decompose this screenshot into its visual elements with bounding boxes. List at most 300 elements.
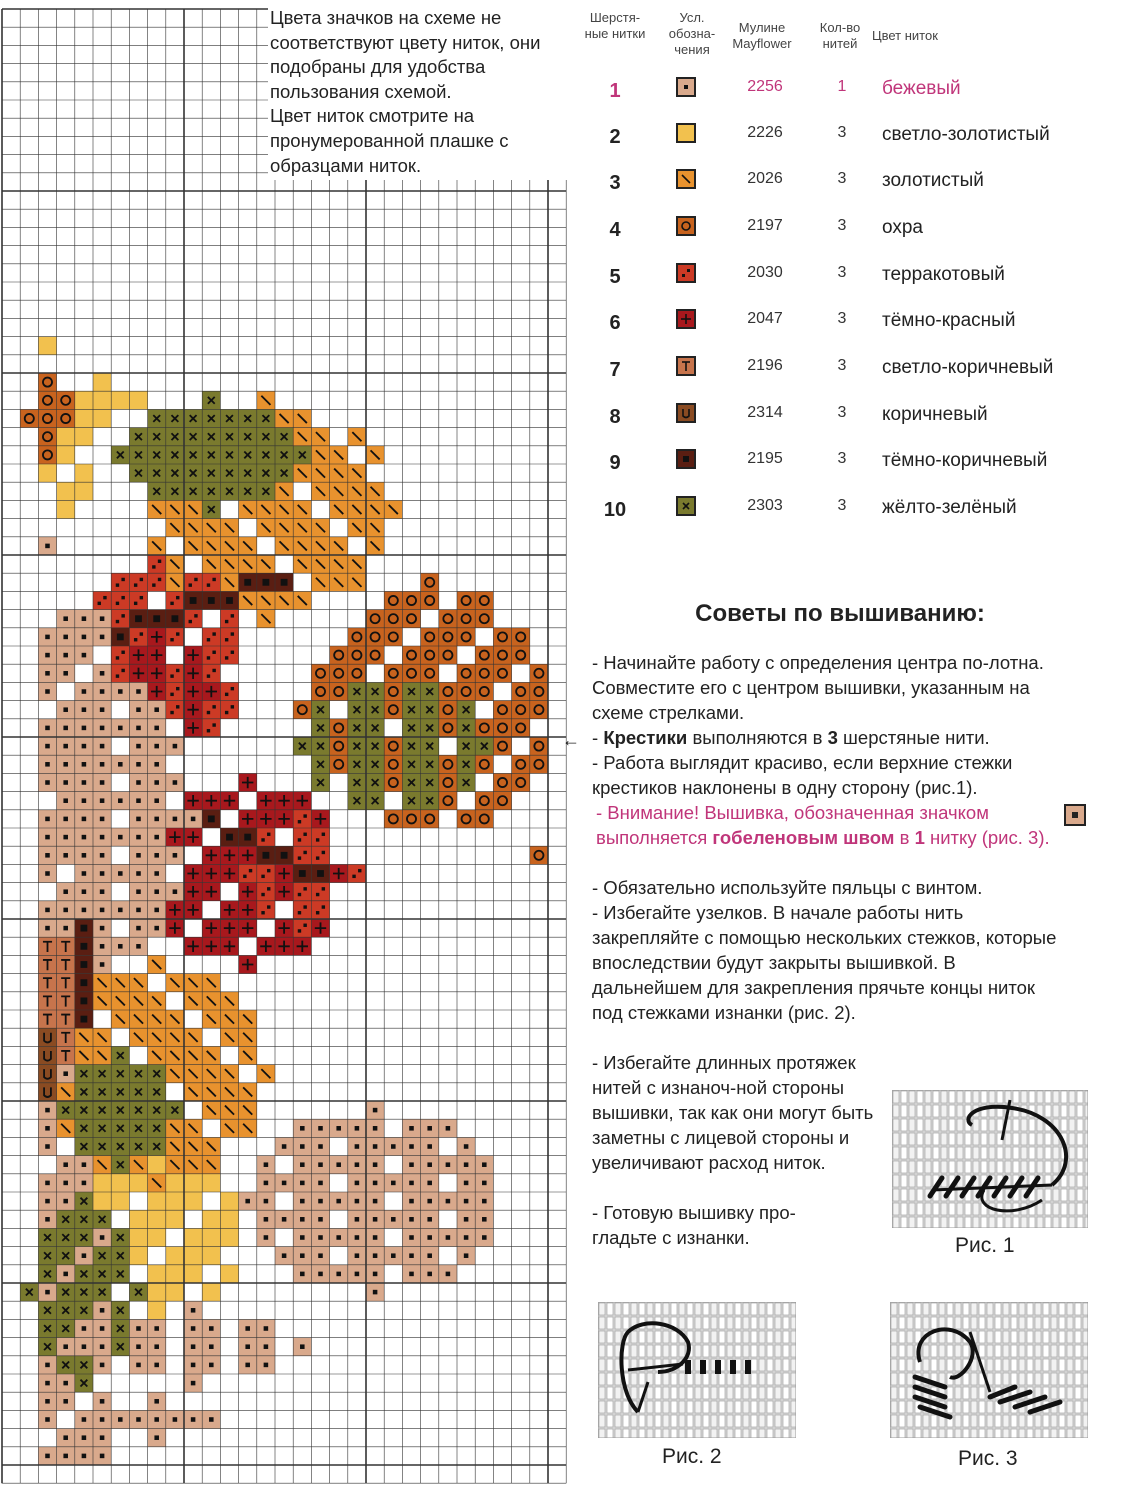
- stitch-cell: [184, 1338, 202, 1356]
- stitch-cell: [439, 610, 457, 628]
- stitch-cell: [111, 1083, 129, 1101]
- stitch-cell: [202, 664, 220, 682]
- legend-number: 10: [603, 499, 627, 521]
- stitch-cell: [421, 682, 439, 700]
- stitch-cell: [93, 409, 111, 427]
- stitch-cell: [38, 846, 56, 864]
- legend-symbol-icon: [676, 496, 696, 516]
- stitch-cell: [202, 937, 220, 955]
- stitch-cell: [93, 737, 111, 755]
- stitch-cell: [275, 1210, 293, 1228]
- stitch-cell: [421, 737, 439, 755]
- stitch-cell: [220, 992, 238, 1010]
- stitch-cell: [220, 919, 238, 937]
- stitch-cell: [148, 482, 166, 500]
- stitch-cell: [202, 555, 220, 573]
- stitch-cell: [293, 901, 311, 919]
- stitch-cell: [57, 828, 75, 846]
- stitch-cell: [330, 446, 348, 464]
- stitch-cell: [202, 591, 220, 609]
- stitch-cell: [202, 573, 220, 591]
- stitch-cell: [93, 1410, 111, 1428]
- stitch-cell: [220, 555, 238, 573]
- stitch-cell: [148, 1210, 166, 1228]
- stitch-cell: [348, 646, 366, 664]
- legend-qty: 3: [837, 217, 847, 234]
- stitch-cell: [220, 1119, 238, 1137]
- stitch-cell: [402, 682, 420, 700]
- stitch-cell: [275, 1174, 293, 1192]
- stitch-cell: [184, 992, 202, 1010]
- stitch-cell: [475, 682, 493, 700]
- stitch-cell: [129, 1283, 147, 1301]
- stitch-cell: [311, 1210, 329, 1228]
- stitch-cell: [293, 1137, 311, 1155]
- tip-crosses: - Крестики выполняются в 3 шерстяные нити.: [592, 727, 990, 748]
- stitch-cell: [148, 646, 166, 664]
- stitch-cell: [239, 1356, 257, 1374]
- stitch-cell: [129, 1410, 147, 1428]
- stitch-cell: [257, 1192, 275, 1210]
- stitch-cell: [111, 628, 129, 646]
- stitch-cell: [384, 773, 402, 791]
- stitch-cell: [129, 1010, 147, 1028]
- tip-attention: - Внимание! Вышивка, обозначенная значком выполняется гобеленовым швом в 1 нитку (рис. 3).: [596, 802, 1050, 848]
- stitch-cell: [93, 992, 111, 1010]
- stitch-cell: [57, 737, 75, 755]
- stitch-cell: [384, 628, 402, 646]
- stitch-cell: [129, 1137, 147, 1155]
- stitch-cell: [129, 864, 147, 882]
- stitch-cell: [184, 519, 202, 537]
- figure-2-caption: Рис. 2: [662, 1445, 722, 1468]
- stitch-cell: [239, 1319, 257, 1337]
- stitch-cell: [57, 391, 75, 409]
- tips-title: Советы по вышиванию:: [695, 600, 985, 627]
- stitch-cell: [93, 719, 111, 737]
- legend-row: [590, 211, 1110, 251]
- stitch-cell: [220, 464, 238, 482]
- stitch-cell: [38, 1174, 56, 1192]
- legend-number: 6: [609, 312, 621, 334]
- stitch-cell: [129, 1156, 147, 1174]
- legend-color-name: тёмно-коричневый: [882, 450, 1048, 471]
- stitch-cell: [93, 1429, 111, 1447]
- legend-color-name: охра: [882, 217, 923, 238]
- stitch-cell: [57, 1046, 75, 1064]
- stitch-cell: [275, 428, 293, 446]
- stitch-cell: [57, 1065, 75, 1083]
- stitch-cell: [129, 446, 147, 464]
- stitch-cell: [311, 719, 329, 737]
- stitch-cell: [330, 755, 348, 773]
- stitch-cell: [93, 664, 111, 682]
- stitch-cell: [239, 1338, 257, 1356]
- center-arrow-icon: ←: [562, 730, 580, 750]
- stitch-cell: [38, 464, 56, 482]
- stitch-cell: [439, 701, 457, 719]
- stitch-cell: [148, 1046, 166, 1064]
- stitch-cell: [257, 901, 275, 919]
- stitch-cell: [220, 428, 238, 446]
- legend-row: [590, 304, 1110, 344]
- stitch-cell: [184, 1083, 202, 1101]
- stitch-cell: [38, 1301, 56, 1319]
- stitch-cell: [38, 1119, 56, 1137]
- stitch-cell: [75, 992, 93, 1010]
- legend-symbol-icon: [676, 123, 696, 143]
- note-line-2: Цвет ниток смотрите на пронумерованной плашке с образцами ниток.: [270, 105, 509, 176]
- stitch-cell: [220, 573, 238, 591]
- stitch-cell: [275, 537, 293, 555]
- legend-row: [590, 164, 1110, 204]
- stitch-cell: [457, 719, 475, 737]
- legend-color-name: золотистый: [882, 170, 984, 191]
- stitch-cell: [384, 500, 402, 518]
- stitch-cell: [239, 1101, 257, 1119]
- stitch-cell: [348, 792, 366, 810]
- stitch-cell: [93, 1247, 111, 1265]
- stitch-cell: [421, 646, 439, 664]
- stitch-cell: [239, 464, 257, 482]
- stitch-cell: [93, 610, 111, 628]
- stitch-cell: [366, 1137, 384, 1155]
- stitch-cell: [148, 464, 166, 482]
- stitch-cell: [148, 737, 166, 755]
- stitch-cell: [111, 1137, 129, 1155]
- stitch-cell: [166, 828, 184, 846]
- stitch-cell: [275, 591, 293, 609]
- stitch-cell: [220, 846, 238, 864]
- stitch-cell: [166, 1010, 184, 1028]
- stitch-cell: [220, 682, 238, 700]
- stitch-cell: [184, 901, 202, 919]
- stitch-cell: [129, 919, 147, 937]
- stitch-cell: [166, 1174, 184, 1192]
- stitch-cell: [311, 846, 329, 864]
- stitch-cell: [129, 610, 147, 628]
- stitch-cell: [330, 719, 348, 737]
- stitch-cell: [366, 1210, 384, 1228]
- stitch-cell: [457, 810, 475, 828]
- stitch-cell: [38, 537, 56, 555]
- stitch-cell: [93, 1065, 111, 1083]
- legend-color-name: коричневый: [882, 404, 988, 425]
- stitch-cell: [148, 1265, 166, 1283]
- stitch-cell: [93, 1119, 111, 1137]
- stitch-cell: [111, 682, 129, 700]
- stitch-cell: [75, 1028, 93, 1046]
- stitch-cell: [330, 482, 348, 500]
- stitch-cell: [366, 1283, 384, 1301]
- stitch-cell: [384, 591, 402, 609]
- stitch-cell: [75, 1338, 93, 1356]
- stitch-cell: [93, 1338, 111, 1356]
- stitch-cell: [166, 555, 184, 573]
- stitch-cell: [166, 1046, 184, 1064]
- stitch-cell: [148, 883, 166, 901]
- stitch-cell: [311, 664, 329, 682]
- stitch-cell: [293, 937, 311, 955]
- stitch-cell: [493, 628, 511, 646]
- stitch-cell: [129, 1028, 147, 1046]
- stitch-cell: [166, 701, 184, 719]
- legend-number: 9: [609, 452, 621, 474]
- stitch-cell: [75, 773, 93, 791]
- stitch-cell: [384, 664, 402, 682]
- stitch-cell: [93, 846, 111, 864]
- stitch-cell: [38, 1210, 56, 1228]
- stitch-cell: [348, 773, 366, 791]
- stitch-cell: [366, 646, 384, 664]
- legend-qty: 3: [837, 310, 847, 327]
- stitch-cell: [530, 682, 548, 700]
- stitch-cell: [148, 992, 166, 1010]
- stitch-cell: [293, 1156, 311, 1174]
- stitch-cell: [57, 1210, 75, 1228]
- stitch-cell: [202, 500, 220, 518]
- legend-header-mouline: Мулине Mayflower: [732, 20, 792, 51]
- stitch-cell: [202, 682, 220, 700]
- stitch-cell: [330, 737, 348, 755]
- stitch-cell: [530, 664, 548, 682]
- stitch-cell: [202, 537, 220, 555]
- legend-number: 4: [609, 219, 621, 241]
- stitch-cell: [38, 864, 56, 882]
- stitch-cell: [348, 701, 366, 719]
- legend-symbol-icon: [676, 77, 696, 97]
- stitch-cell: [311, 446, 329, 464]
- stitch-cell: [439, 646, 457, 664]
- stitch-cell: [202, 719, 220, 737]
- stitch-cell: [257, 391, 275, 409]
- stitch-cell: [148, 1319, 166, 1337]
- stitch-cell: [293, 519, 311, 537]
- stitch-cell: [257, 591, 275, 609]
- stitch-cell: [184, 1228, 202, 1246]
- stitch-cell: [93, 955, 111, 973]
- stitch-cell: [348, 1210, 366, 1228]
- stitch-cell: [257, 1228, 275, 1246]
- stitch-cell: [402, 1265, 420, 1283]
- stitch-cell: [457, 628, 475, 646]
- legend-row: [590, 444, 1110, 484]
- stitch-cell: [402, 755, 420, 773]
- stitch-cell: [129, 937, 147, 955]
- stitch-cell: [148, 846, 166, 864]
- stitch-cell: [75, 810, 93, 828]
- stitch-cell: [239, 573, 257, 591]
- legend-row: [590, 72, 1110, 112]
- stitch-cell: [330, 646, 348, 664]
- stitch-cell: [184, 1046, 202, 1064]
- stitch-cell: [421, 1174, 439, 1192]
- stitch-cell: [293, 701, 311, 719]
- stitch-cell: [275, 409, 293, 427]
- stitch-cell: [348, 737, 366, 755]
- tip-back-threads: - Избегайте длинных протяжек нитей с изнаноч-ной стороны вышивки, так как они могут быть заметны с лицевой стороны и увеличивают расход ниток.: [592, 1052, 874, 1173]
- stitch-cell: [166, 500, 184, 518]
- legend-header-qty: Кол-во нитей: [819, 20, 861, 51]
- legend-number: 8: [609, 406, 621, 428]
- legend-qty: 3: [837, 404, 847, 421]
- stitch-cell: [93, 1210, 111, 1228]
- stitch-cell: [421, 1119, 439, 1137]
- stitch-cell: [239, 1046, 257, 1064]
- stitch-cell: [366, 482, 384, 500]
- stitch-cell: [293, 409, 311, 427]
- stitch-cell: [57, 1301, 75, 1319]
- stitch-cell: [348, 682, 366, 700]
- stitch-cell: [75, 1046, 93, 1064]
- stitch-cell: [166, 464, 184, 482]
- stitch-cell: [38, 1228, 56, 1246]
- stitch-cell: [75, 719, 93, 737]
- stitch-cell: [402, 610, 420, 628]
- stitch-cell: [184, 974, 202, 992]
- stitch-cell: [239, 864, 257, 882]
- stitch-cell: [330, 1265, 348, 1283]
- stitch-cell: [93, 1046, 111, 1064]
- stitch-cell: [275, 1137, 293, 1155]
- stitch-cell: [220, 1210, 238, 1228]
- stitch-cell: [348, 719, 366, 737]
- legend-row: [590, 491, 1110, 531]
- stitch-cell: [402, 1210, 420, 1228]
- stitch-cell: [129, 901, 147, 919]
- stitch-cell: [402, 792, 420, 810]
- stitch-cell: [166, 1101, 184, 1119]
- stitch-cell: [129, 755, 147, 773]
- stitch-cell: [202, 1046, 220, 1064]
- stitch-cell: [111, 573, 129, 591]
- stitch-cell: [38, 1247, 56, 1265]
- stitch-cell: [148, 1174, 166, 1192]
- stitch-cell: [148, 1429, 166, 1447]
- stitch-cell: [57, 1228, 75, 1246]
- stitch-cell: [166, 1156, 184, 1174]
- stitch-cell: [220, 901, 238, 919]
- stitch-cell: [184, 1174, 202, 1192]
- stitch-cell: [148, 555, 166, 573]
- stitch-cell: [184, 1119, 202, 1137]
- legend-header-color: Цвет ниток: [872, 28, 938, 43]
- stitch-cell: [93, 883, 111, 901]
- stitch-cell: [184, 682, 202, 700]
- stitch-cell: [402, 1137, 420, 1155]
- stitch-cell: [57, 1447, 75, 1465]
- stitch-cell: [239, 901, 257, 919]
- stitch-cell: [148, 701, 166, 719]
- stitch-cell: [57, 1192, 75, 1210]
- stitch-cell: [148, 1137, 166, 1155]
- stitch-cell: [330, 1119, 348, 1137]
- stitch-cell: [512, 628, 530, 646]
- stitch-cell: [129, 1174, 147, 1192]
- stitch-cell: [184, 1410, 202, 1428]
- stitch-cell: [475, 1174, 493, 1192]
- stitch-cell: [111, 792, 129, 810]
- stitch-cell: [239, 883, 257, 901]
- stitch-cell: [475, 591, 493, 609]
- stitch-cell: [166, 1119, 184, 1137]
- stitch-cell: [129, 646, 147, 664]
- stitch-cell: [220, 1028, 238, 1046]
- stitch-cell: [57, 1247, 75, 1265]
- stitch-cell: [166, 1247, 184, 1265]
- stitch-cell: [93, 1356, 111, 1374]
- stitch-cell: [184, 1156, 202, 1174]
- stitch-cell: [402, 591, 420, 609]
- stitch-cell: [38, 919, 56, 937]
- stitch-cell: [202, 846, 220, 864]
- stitch-cell: [202, 883, 220, 901]
- stitch-cell: [75, 628, 93, 646]
- stitch-cell: [57, 1356, 75, 1374]
- stitch-cell: [275, 1247, 293, 1265]
- stitch-cell: [275, 864, 293, 882]
- stitch-cell: [75, 1356, 93, 1374]
- stitch-cell: [166, 628, 184, 646]
- legend-qty: 3: [837, 264, 847, 281]
- stitch-cell: [512, 755, 530, 773]
- stitch-cell: [111, 1410, 129, 1428]
- stitch-cell: [220, 610, 238, 628]
- stitch-cell: [111, 1119, 129, 1137]
- stitch-cell: [257, 883, 275, 901]
- stitch-cell: [348, 573, 366, 591]
- stitch-cell: [311, 1228, 329, 1246]
- stitch-cell: [202, 409, 220, 427]
- stitch-cell: [166, 1028, 184, 1046]
- stitch-cell: [239, 500, 257, 518]
- stitch-cell: [439, 1119, 457, 1137]
- stitch-cell: [148, 773, 166, 791]
- stitch-cell: [57, 992, 75, 1010]
- stitch-cell: [293, 1210, 311, 1228]
- stitch-cell: [202, 464, 220, 482]
- stitch-cell: [111, 1319, 129, 1337]
- stitch-cell: [166, 883, 184, 901]
- stitch-cell: [166, 773, 184, 791]
- stitch-cell: [57, 792, 75, 810]
- stitch-cell: [275, 792, 293, 810]
- stitch-cell: [148, 1338, 166, 1356]
- stitch-cell: [402, 1247, 420, 1265]
- stitch-cell: [166, 901, 184, 919]
- stitch-cell: [330, 537, 348, 555]
- stitch-cell: [93, 828, 111, 846]
- stitch-cell: [111, 591, 129, 609]
- stitch-cell: [348, 1265, 366, 1283]
- stitch-cell: [38, 1410, 56, 1428]
- stitch-cell: [475, 755, 493, 773]
- stitch-cell: [184, 1356, 202, 1374]
- stitch-cell: [75, 828, 93, 846]
- stitch-cell: [148, 1156, 166, 1174]
- stitch-cell: [421, 1192, 439, 1210]
- stitch-cell: [166, 519, 184, 537]
- stitch-cell: [311, 682, 329, 700]
- stitch-cell: [93, 1156, 111, 1174]
- stitch-cell: [93, 810, 111, 828]
- stitch-cell: [275, 519, 293, 537]
- stitch-cell: [93, 1283, 111, 1301]
- stitch-cell: [148, 409, 166, 427]
- stitch-cell: [202, 992, 220, 1010]
- stitch-cell: [311, 555, 329, 573]
- stitch-cell: [38, 901, 56, 919]
